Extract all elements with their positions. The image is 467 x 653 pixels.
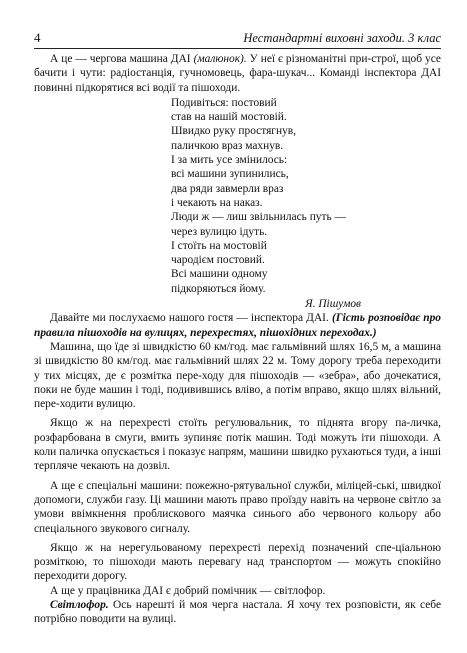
poem — [171, 96, 441, 296]
stage-note: (Гість розповідає про правила пішоходів на вулицях, перехрестях, пішохідних переходах.) — [34, 312, 441, 339]
body-paragraph: А ще у працівника ДАІ є добрий помічник — світлофор. — [50, 584, 326, 597]
page-body — [34, 52, 441, 627]
speaker-name: Світлофор. — [50, 598, 109, 611]
body-paragraph: Машина, що їде зі швидкістю 60 км/год. має гальмівний шлях 16,5 м, а машина зі швидкістю 80 км/год. має гальмівний шлях 22 м. Тому дорогу треба переходити у тих місцях, де є розмітка пере-ходу для пішоходів — «зебра», або дочекатися, поки не буде машин і тоді, подивившись вліво, а потім вправо, якщо шлях вільний, пере-ходити вулицю. — [34, 340, 441, 411]
poem-author: Я. Пішумов — [305, 298, 361, 311]
poem-line: став на нашій мостовій. — [171, 111, 287, 124]
poem-line: підкоряються йому. — [171, 282, 266, 295]
page-header — [34, 30, 441, 49]
poem-line: Всі машини одному — [171, 268, 268, 281]
stage-note: (малюнок). — [193, 53, 247, 65]
poem-line: Швидко руку простягнув, — [171, 125, 296, 138]
poem-line: всі машини зупинились, — [171, 168, 289, 181]
poem-line: Люди ж — лиш звільнилась путь — — [171, 211, 346, 224]
poem-line: чародієм постовий. — [171, 254, 265, 267]
poem-line: І стоїть на мостовій — [171, 239, 267, 252]
poem-line: І за мить усе змінилось: — [171, 154, 288, 167]
poem-line: два ряди завмерли враз — [171, 182, 284, 195]
poem-line: через вулицю ідуть. — [171, 225, 268, 238]
running-title: Нестандартні виховні заходи. 3 клас — [243, 31, 441, 45]
body-paragraph: Якщо ж на нерегульованому перехресті перехід позначений спе-ціальною розміткою, то пішоходи мають перевагу над транспортом — можуть спокійно переходити дорогу. — [34, 541, 441, 583]
poem-line: і чекають на наказ. — [171, 196, 263, 209]
svitlofor-line: Світлофор. Ось нарешті й моя черга настала. Я хочу тех розповісти, як себе потрібно поводити на вулиці. — [34, 598, 441, 626]
body-paragraph: А ще є спеціальні машини: пожежно-рятувальної служби, міліцей-ські, швидкої допомоги, служби газу. Ці машини мають право проїзду навіть на червоне світло за умови ввімкнення проблискового маячка синього або червоного кольору або спеціального звукового сигналу. — [34, 479, 441, 535]
intro-paragraph: А це — чергова машина ДАІ (малюнок). У неї є різноманітні при-строї, щоб усе бачити і чути: радіостанція, гучномовець, фара-шукач... Команді інспектора ДАІ повинні підкорятися всі водії та пішоходи. — [34, 53, 441, 94]
poem-line: Подивіться: постовий — [171, 96, 277, 109]
body-paragraph: Якщо ж на перехресті стоїть регулювальник, то піднята вгору па-личка, розфарбована в смуги, вмить зупиняє потік машин. Тоді можуть іти пішоходи. А коли паличка опускається і показує напрям, машини швидко рухаються туди, а інші терпляче чекають на дозвіл. — [34, 417, 441, 473]
poem-line: паличкою враз махнув. — [171, 139, 284, 152]
guest-intro-paragraph: Давайте ми послухаємо нашого гостя — інспектора ДАІ. (Гість розповідає про правила пішоходів на вулицях, перехрестях, пішохідних переходах.) — [34, 312, 441, 339]
page-number: 4 — [34, 30, 41, 45]
